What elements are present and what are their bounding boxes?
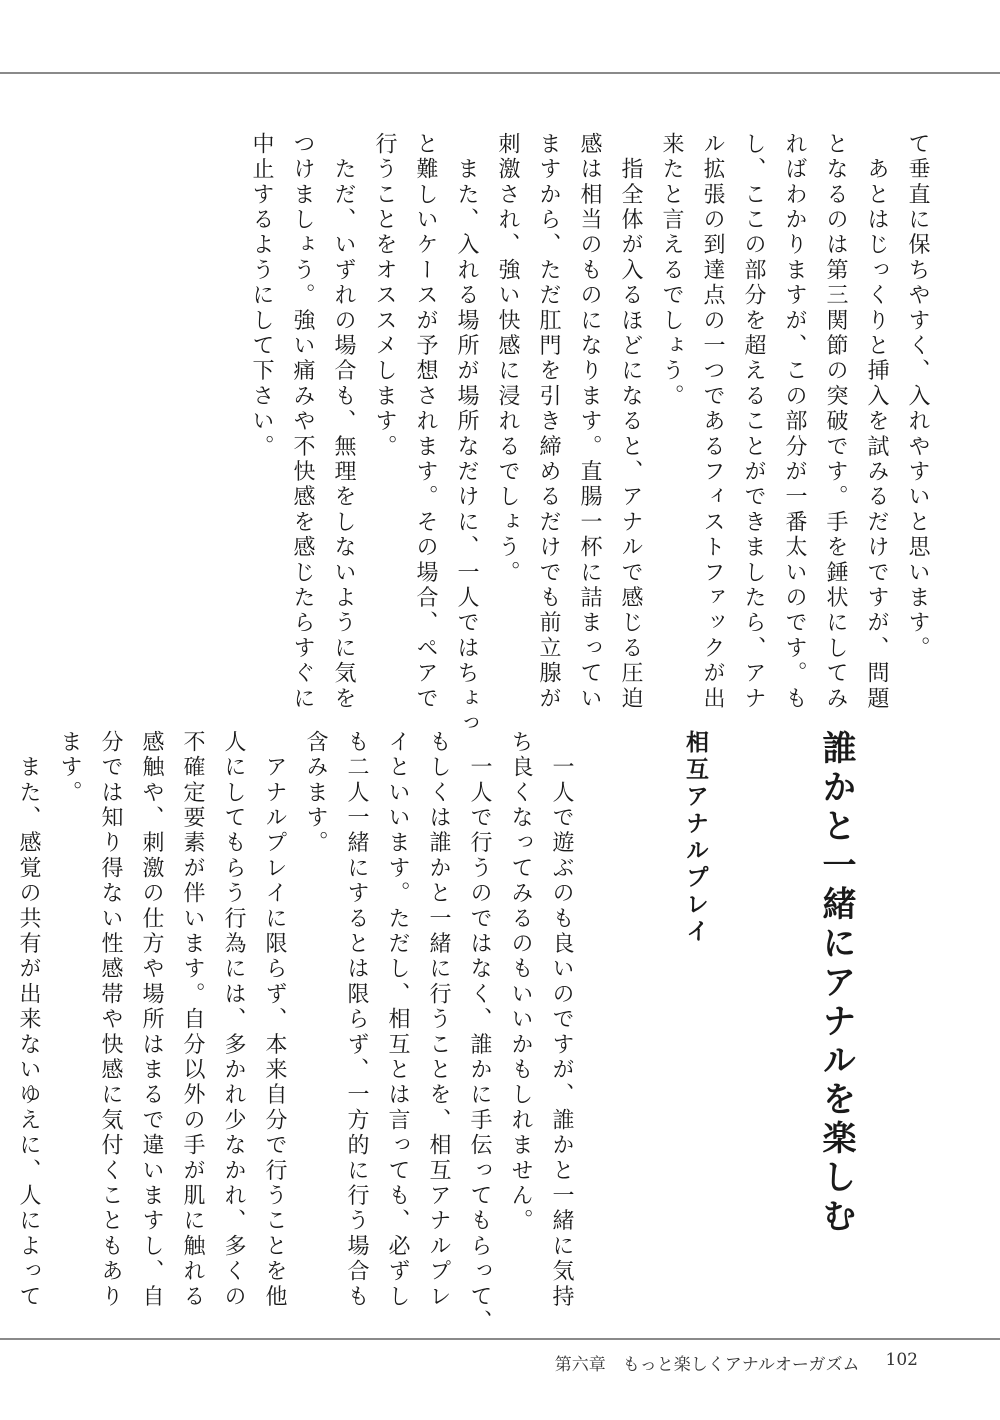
text-line: も二人一緒にするとは限らず、一方的に行う場合も xyxy=(344,730,369,1310)
text-line: あとはじっくりと挿入を試みるだけですが、問題 xyxy=(864,132,889,712)
text-line: また、入れる場所が場所なだけに、一人ではちょっ xyxy=(454,132,479,737)
chapter-title: 第六章 もっと楽しくアナルオーガズム xyxy=(554,1355,860,1375)
text-line: ればわかりますが、この部分が一番太いのです。も xyxy=(782,132,807,712)
text-line: また、感覚の共有が出来ないゆえに、人によって xyxy=(16,730,41,1310)
text-line: ただ、いずれの場合も、無理をしないように気を xyxy=(331,132,356,712)
text-line: 一人で行うのではなく、誰かに手伝ってもらって、 xyxy=(467,730,492,1335)
text-line: 人にしてもらう行為には、多かれ少なかれ、多くの xyxy=(221,730,246,1310)
text-line: 中止するようにして下さい。 xyxy=(249,132,274,460)
text-line: と難しいケースが予想されます。その場合、ペアで xyxy=(413,132,438,712)
text-line xyxy=(0,730,8,1315)
text-line: 不確定要素が伴います。自分以外の手が肌に触れる xyxy=(180,730,205,1310)
text-line: もしくは誰かと一緒に行うことを、相互アナルプレ xyxy=(426,730,451,1310)
text-line: し、ここの部分を超えることができましたら、アナ xyxy=(741,132,766,712)
text-line: 分では知り得ない性感帯や快感に気付くこともあり xyxy=(98,730,123,1310)
text-line: ます。 xyxy=(57,730,82,806)
text-line: ますから、ただ肛門を引き締めるだけでも前立腺が xyxy=(536,132,561,712)
lower-text-block xyxy=(16,730,938,1335)
text-line: ル拡張の到達点の一つであるフィストファックが出 xyxy=(700,132,725,712)
page-footer xyxy=(555,1350,918,1375)
text-line: 一人で遊ぶのも良いのですが、誰かと一緒に気持 xyxy=(549,730,574,1310)
text-line: 来たと言えるでしょう。 xyxy=(659,132,684,410)
text-line: アナルプレイに限らず、本来自分で行うことを他 xyxy=(262,730,287,1310)
text-line: 行うことをオススメします。 xyxy=(372,132,397,460)
subsection-heading: 相互アナルプレイ xyxy=(682,730,708,946)
text-line: ち良くなってみるのもいいかもしれません。 xyxy=(508,730,533,1234)
section-heading: 誰かと一緒にアナルを楽しむ xyxy=(816,730,856,1237)
text-line: となるのは第三関節の突破です。手を錘状にしてみ xyxy=(823,132,848,712)
text-line: て垂直に保ちやすく、入れやすいと思います。 xyxy=(905,132,930,662)
text-line: 指全体が入るほどになると、アナルで感じる圧迫 xyxy=(618,132,643,712)
bottom-rule xyxy=(0,1338,1000,1340)
text-line: イといいます。ただし、相互とは言っても、必ずし xyxy=(385,730,410,1310)
top-rule xyxy=(0,72,1000,74)
page-number: 102 xyxy=(885,1350,918,1370)
text-line: 含みます。 xyxy=(303,730,328,856)
text-line: つけましょう。強い痛みや不快感を感じたらすぐに xyxy=(290,132,315,712)
text-line: 刺激され、強い快感に浸れるでしょう。 xyxy=(495,132,520,586)
lower-body xyxy=(0,730,582,1335)
text-line: 感触や、刺激の仕方や場所はまるで違いますし、自 xyxy=(139,730,164,1310)
text-line: 感は相当のものになります。直腸一杯に詰まってい xyxy=(577,132,602,712)
upper-text-block xyxy=(218,132,938,737)
